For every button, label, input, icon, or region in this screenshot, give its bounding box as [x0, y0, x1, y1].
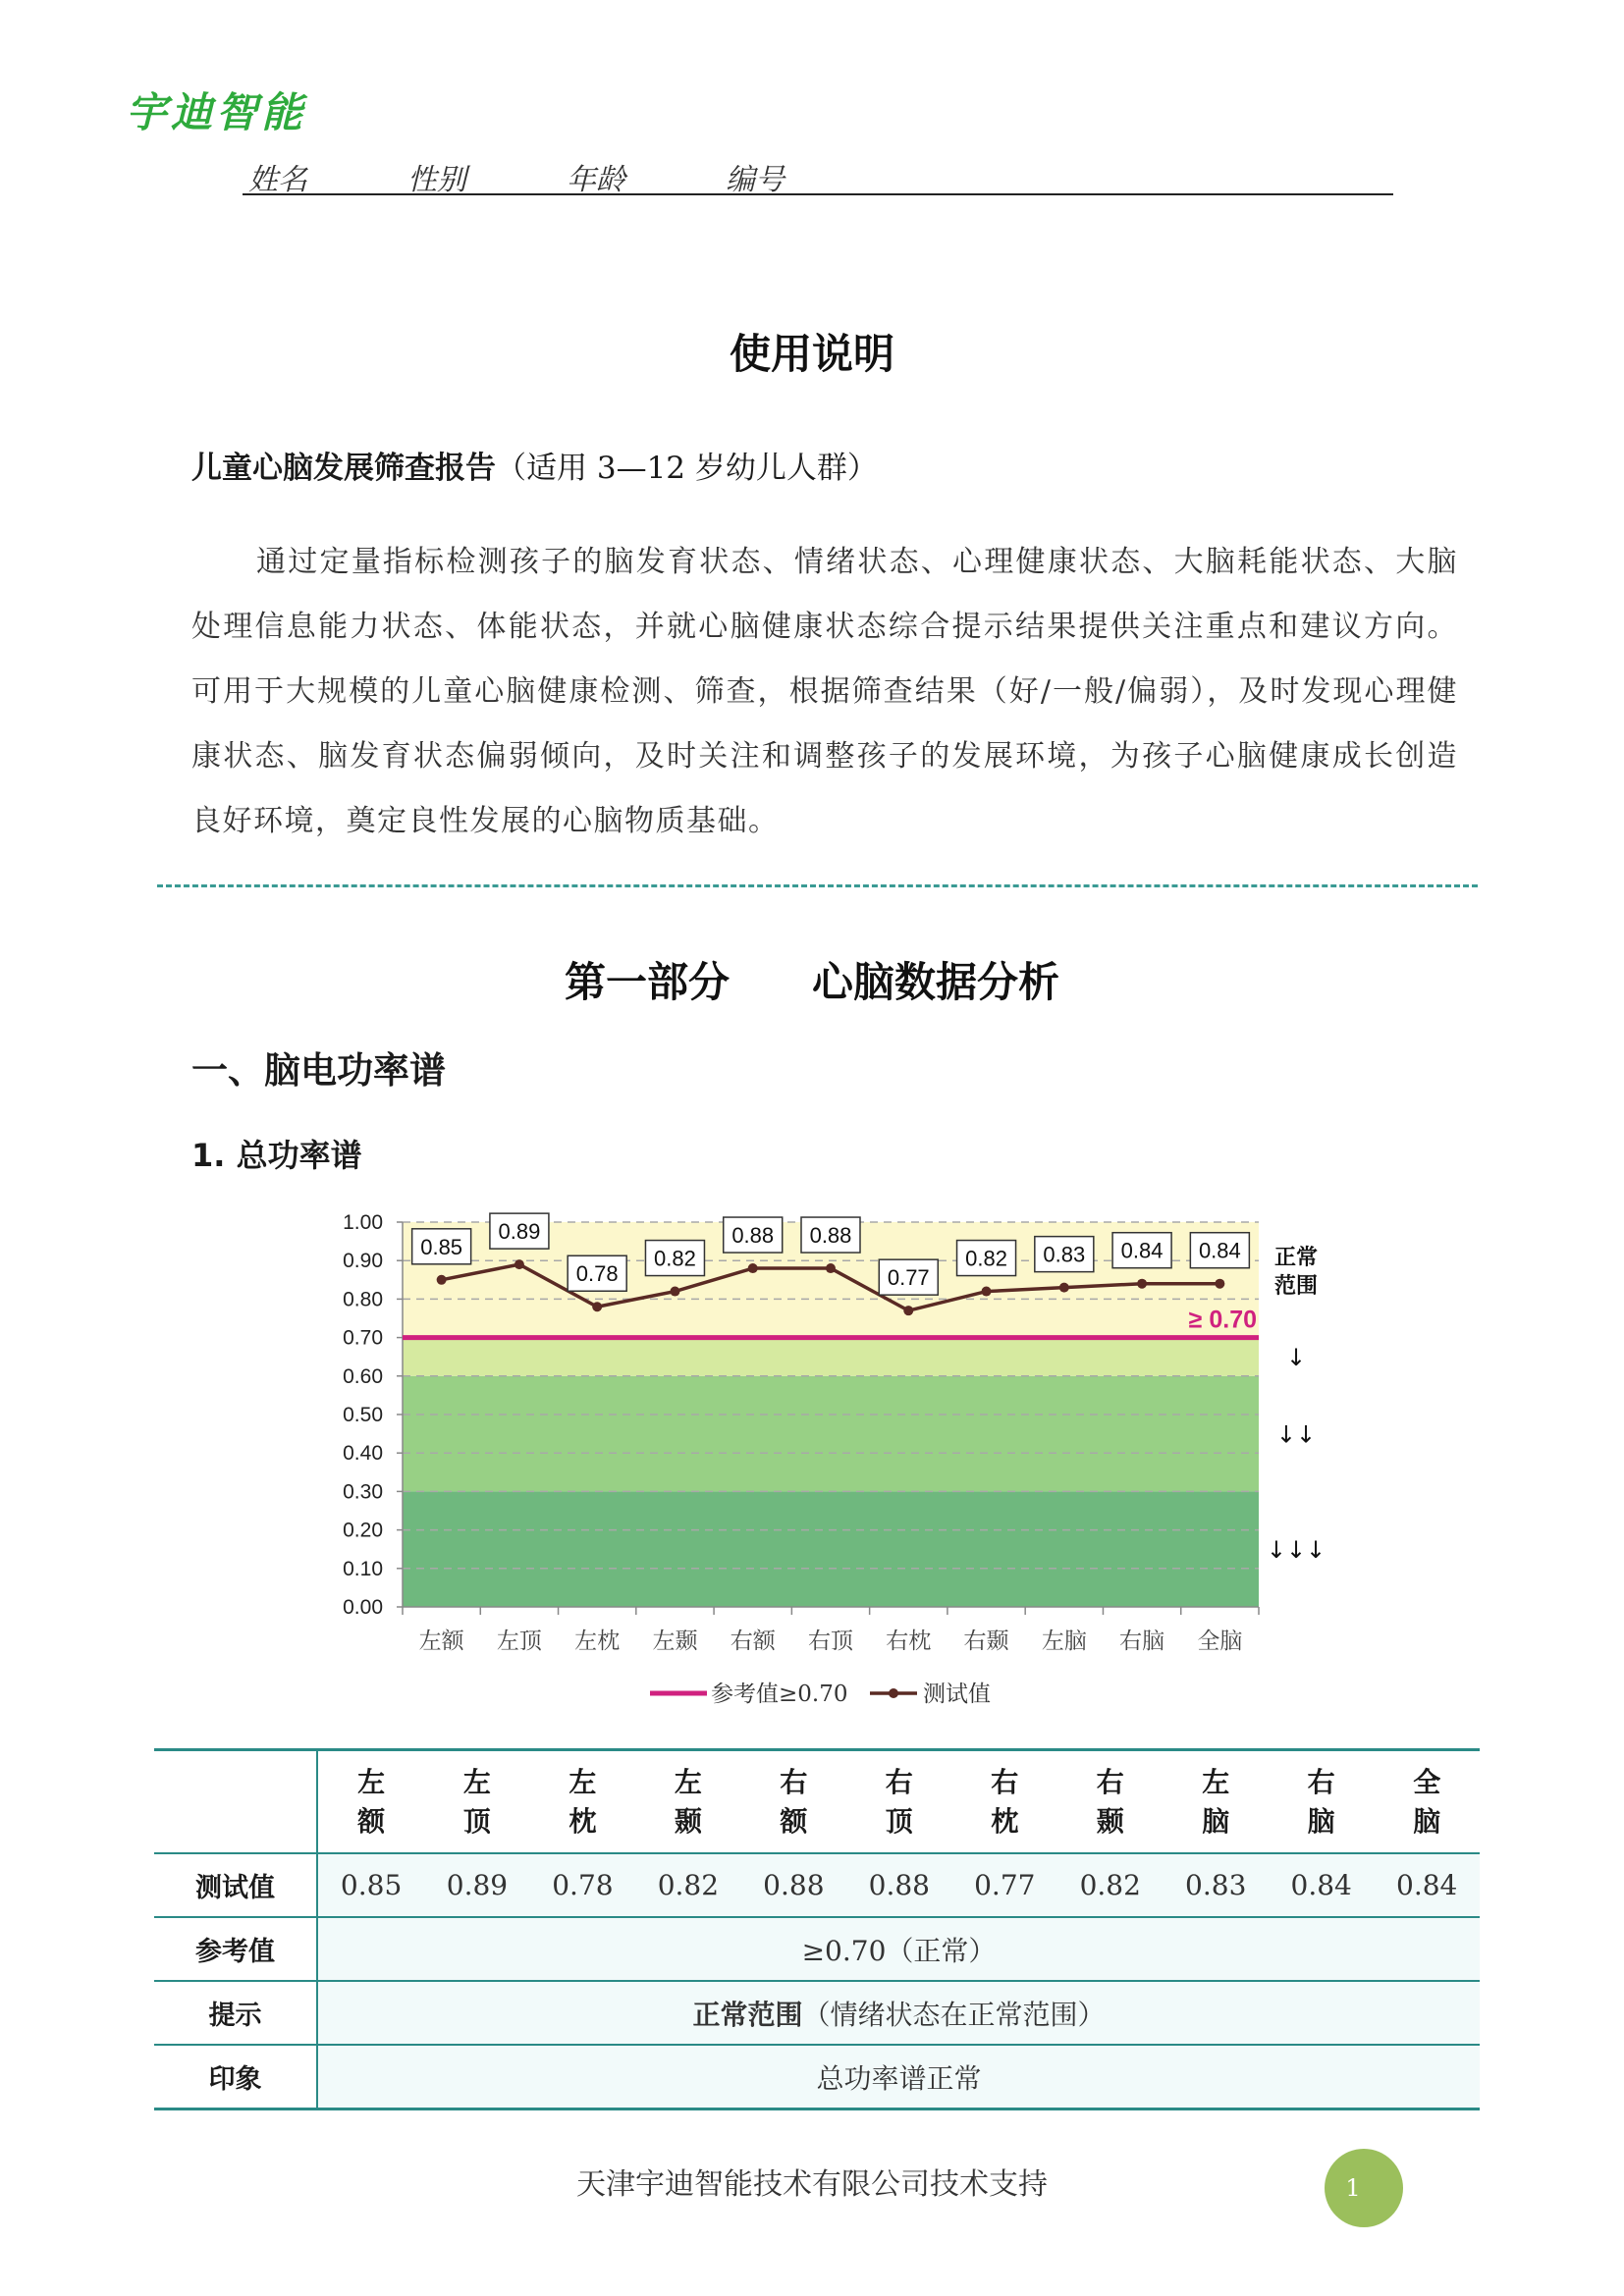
x-tick-label: 右顶	[808, 1629, 853, 1654]
test-value-cell: 0.84	[1269, 1853, 1374, 1917]
section-heading: 一、脑电功率谱	[191, 1049, 446, 1092]
y-tick-label: 0.10	[343, 1557, 383, 1580]
threshold-label: ≥ 0.70	[1188, 1306, 1257, 1334]
data-point	[826, 1263, 836, 1273]
data-label: 0.78	[575, 1261, 619, 1287]
data-label: 0.89	[498, 1219, 541, 1245]
data-point	[592, 1302, 602, 1311]
x-tick-label: 左颞	[652, 1629, 698, 1654]
age-field-label: 年龄	[567, 163, 625, 197]
y-tick-label: 0.20	[343, 1519, 383, 1542]
data-label: 0.82	[965, 1246, 1007, 1271]
reference-value: ≥0.70（正常）	[317, 1917, 1480, 1981]
data-point	[748, 1263, 758, 1273]
part1-title: 第一部分 心脑数据分析	[564, 958, 1059, 1006]
column-header	[952, 1750, 1057, 1854]
y-tick-label: 0.60	[343, 1364, 383, 1388]
report-subtitle	[191, 443, 878, 487]
data-point	[437, 1275, 447, 1285]
header-underline	[243, 193, 1393, 195]
y-tick-label: 0.30	[343, 1480, 383, 1504]
column-header-line1: 左	[674, 1765, 702, 1798]
x-tick-label: 右枕	[886, 1629, 932, 1654]
y-tick-label: 0.00	[343, 1596, 383, 1619]
column-header	[846, 1750, 951, 1854]
column-header	[635, 1750, 740, 1854]
hint-detail: （情绪状态在正常范围）	[802, 1998, 1106, 2031]
column-header-line2: 脑	[1413, 1804, 1441, 1838]
data-point	[514, 1259, 524, 1269]
reference-row	[154, 1917, 1480, 1981]
data-point	[982, 1287, 992, 1297]
usage-title: 使用说明	[729, 330, 894, 378]
hint-bold: 正常范围	[692, 1998, 803, 2031]
x-tick-label: 左脑	[1041, 1629, 1087, 1654]
data-point	[1059, 1283, 1069, 1293]
impression-row	[154, 2045, 1480, 2109]
test-value-cell: 0.82	[635, 1853, 740, 1917]
column-header-line2: 额	[357, 1804, 386, 1838]
hint-label: 提示	[154, 1981, 317, 2045]
test-value-cell: 0.89	[424, 1853, 529, 1917]
test-value-cell: 0.78	[530, 1853, 635, 1917]
test-value-cell: 0.88	[846, 1853, 951, 1917]
column-header-line2: 脑	[1202, 1804, 1230, 1838]
chart-band	[403, 1376, 1259, 1492]
column-header-line2: 顶	[462, 1804, 491, 1838]
company-logo: 宇迪智能	[126, 88, 307, 136]
column-header-line2: 枕	[991, 1804, 1019, 1838]
power-spectrum-table	[154, 1748, 1480, 2110]
reference-label: 参考值	[154, 1917, 317, 1981]
section-divider	[157, 884, 1478, 887]
column-header	[317, 1750, 424, 1854]
arrow-severe-label: ↓↓↓	[1266, 1536, 1326, 1565]
x-tick-label: 右颞	[963, 1629, 1009, 1654]
y-tick-label: 0.50	[343, 1404, 383, 1426]
column-header-line1: 右	[885, 1765, 913, 1798]
subsection-heading: 1. 总功率谱	[191, 1137, 362, 1174]
table-corner-cell	[154, 1750, 317, 1854]
name-field-label: 姓名	[248, 163, 307, 197]
x-tick-label: 左枕	[574, 1629, 621, 1654]
data-label: 0.85	[420, 1234, 463, 1259]
power-spectrum-chart	[295, 1202, 1355, 1733]
column-header	[424, 1750, 529, 1854]
column-header-line2: 脑	[1307, 1804, 1335, 1838]
impression-value: 总功率谱正常	[317, 2045, 1480, 2109]
column-header	[1163, 1750, 1268, 1854]
data-label: 0.88	[731, 1223, 775, 1249]
test-value-cell: 0.88	[741, 1853, 846, 1917]
impression-label: 印象	[154, 2045, 317, 2109]
data-point	[1215, 1279, 1224, 1289]
x-tick-label: 左额	[418, 1629, 464, 1654]
data-label: 0.84	[1120, 1238, 1164, 1263]
column-header-line1: 左	[462, 1765, 491, 1798]
column-header-line2: 顶	[885, 1804, 913, 1838]
test-value-cell: 0.85	[317, 1853, 424, 1917]
column-header-line2: 颞	[1096, 1804, 1124, 1838]
id-field-label: 编号	[726, 163, 785, 197]
column-header-line1: 左	[568, 1765, 597, 1798]
arrow-slight-label: ↓	[1285, 1344, 1307, 1372]
y-tick-label: 0.70	[343, 1326, 383, 1350]
test-value-row	[154, 1853, 1480, 1917]
data-label: 0.83	[1043, 1242, 1086, 1267]
column-header	[1374, 1750, 1480, 1854]
report-age-range: （适用 3—12 岁幼儿人群）	[496, 451, 878, 486]
column-header	[1057, 1750, 1163, 1854]
column-header-line1: 左	[357, 1765, 386, 1798]
column-header	[530, 1750, 635, 1854]
column-header-line1: 右	[1307, 1765, 1335, 1798]
column-header-line2: 颞	[674, 1804, 702, 1838]
data-label: 0.88	[809, 1223, 852, 1249]
column-header-line2: 额	[780, 1804, 808, 1838]
data-point	[903, 1306, 913, 1315]
data-label: 0.84	[1198, 1238, 1241, 1263]
legend-test-marker	[889, 1688, 898, 1698]
test-value-cell: 0.77	[952, 1853, 1057, 1917]
column-header	[1269, 1750, 1374, 1854]
x-tick-label: 右脑	[1119, 1629, 1165, 1654]
y-tick-label: 1.00	[343, 1211, 383, 1234]
x-tick-label: 全脑	[1197, 1629, 1243, 1654]
x-tick-label: 右额	[730, 1629, 776, 1654]
chart-band	[403, 1491, 1259, 1607]
column-header	[741, 1750, 846, 1854]
y-tick-label: 0.80	[343, 1288, 383, 1311]
column-header-line1: 左	[1202, 1765, 1230, 1798]
data-point	[1137, 1279, 1147, 1289]
data-label: 0.77	[887, 1265, 930, 1291]
test-value-cell: 0.84	[1374, 1853, 1480, 1917]
column-header-line1: 右	[991, 1765, 1019, 1798]
column-header-line1: 右	[780, 1765, 808, 1798]
y-tick-label: 0.40	[343, 1442, 383, 1466]
usage-paragraph: 通过定量指标检测孩子的脑发育状态、情绪状态、心理健康状态、大脑耗能状态、大脑处理信息能力状态、体能状态，并就心脑健康状态综合提示结果提供关注重点和建议方向。可用于大规模的儿童心脑健康检测、筛查，根据筛查结果（好/一般/偏弱），及时发现心理健康状态、脑发育状态偏弱倾向，及时关注和调整孩子的发展环境，为孩子心脑健康成长创造良好环境，奠定良性发展的心脑物质基础。	[191, 545, 1458, 838]
data-point	[670, 1287, 679, 1297]
page-number: 1	[1345, 2174, 1361, 2202]
chart-band	[403, 1338, 1259, 1376]
y-tick-label: 0.90	[343, 1250, 383, 1273]
page-number-badge	[1325, 2149, 1403, 2227]
legend-test-label: 测试值	[923, 1682, 991, 1707]
arrow-moderate-label: ↓↓	[1275, 1420, 1317, 1449]
legend-reference-label: 参考值≥0.70	[711, 1682, 848, 1707]
hint-value	[317, 1981, 1480, 2045]
x-tick-label: 左顶	[496, 1629, 542, 1654]
footer-text: 天津宇迪智能技术有限公司技术支持	[576, 2167, 1048, 2202]
normal-range-label: 范围	[1273, 1274, 1319, 1299]
test-value-label: 测试值	[154, 1853, 317, 1917]
column-header-line2: 枕	[568, 1804, 597, 1838]
table-header-row	[154, 1750, 1480, 1854]
hint-row	[154, 1981, 1480, 2045]
gender-field-label: 性别	[407, 163, 466, 197]
test-value-cell: 0.82	[1057, 1853, 1163, 1917]
column-header-line1: 右	[1096, 1765, 1124, 1798]
normal-range-label: 正常	[1273, 1246, 1319, 1270]
column-header-line1: 全	[1413, 1765, 1441, 1798]
data-label: 0.82	[654, 1246, 696, 1271]
report-name: 儿童心脑发展筛查报告	[191, 451, 496, 486]
test-value-cell: 0.83	[1163, 1853, 1268, 1917]
